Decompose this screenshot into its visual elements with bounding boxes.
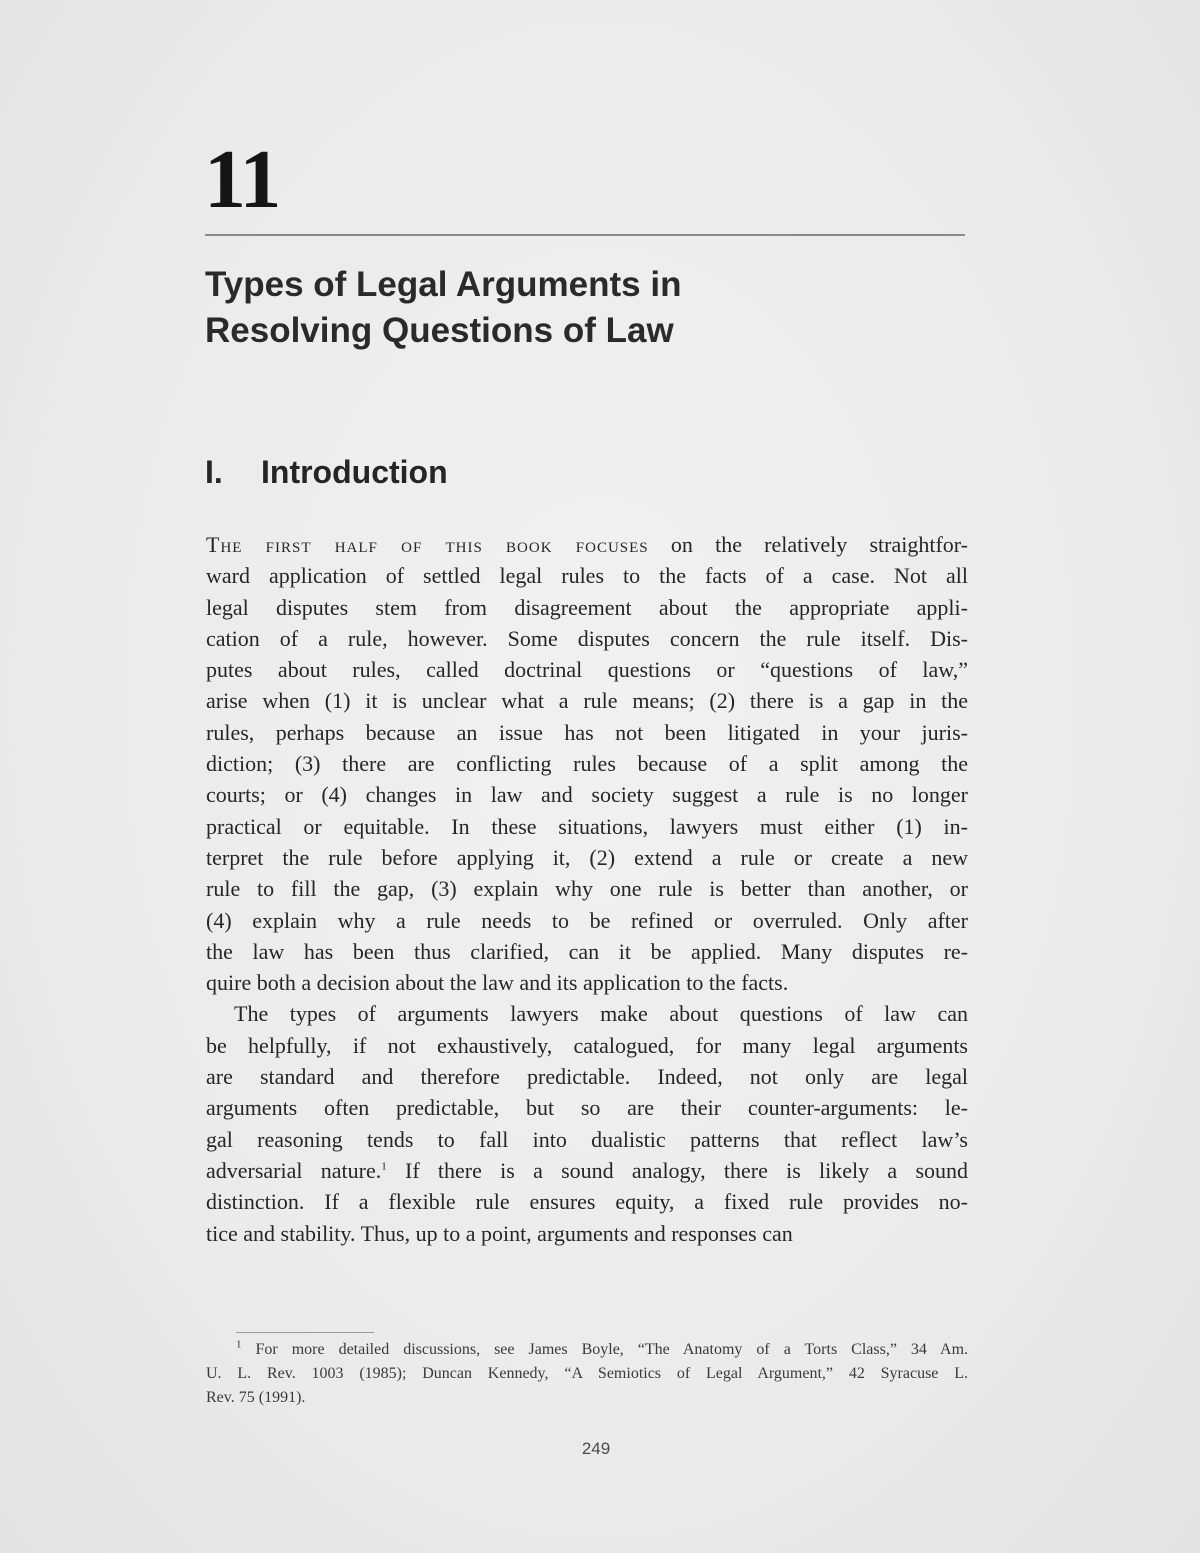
paragraph-line-text: on the relatively straightfor- — [648, 532, 968, 557]
footnote-line — [206, 1338, 968, 1362]
paragraph-line: legal disputes stem from disagreement about the appropriate appli- — [206, 594, 968, 620]
paragraph-line: rules, perhaps because an issue has not been litigated in your juris- — [206, 719, 968, 745]
paragraph-line: quire both a decision about the law and its application to the facts. — [206, 970, 789, 996]
footnote-reference[interactable]: 1 — [381, 1160, 387, 1173]
paragraph-line: arise when (1) it is unclear what a rule means; (2) there is a gap in the — [206, 688, 968, 714]
paragraph-line: gal reasoning tends to fall into dualistic patterns that reflect law’s — [206, 1126, 968, 1152]
paragraph-line: arguments often predictable, but so are their counter-arguments: le- — [206, 1095, 968, 1121]
paragraph-line: cation of a rule, however. Some disputes concern the rule itself. Dis- — [206, 625, 968, 651]
paragraph-line: the law has been thus clarified, can it be applied. Many disputes re- — [206, 938, 968, 964]
chapter-title-line: Types of Legal Arguments in — [205, 265, 682, 304]
paragraph-line — [206, 1155, 968, 1186]
chapter-title-line: Resolving Questions of Law — [205, 311, 674, 350]
paragraph-line: practical or equitable. In these situations, lawyers must either (1) in- — [206, 813, 968, 839]
page-number: 249 — [581, 1439, 611, 1458]
footnote — [206, 1338, 968, 1410]
paragraph-line: diction; (3) there are conflicting rules because of a split among the — [206, 751, 968, 777]
paragraph-line: putes about rules, called doctrinal questions or “questions of law,” — [206, 657, 968, 683]
section-title: Introduction — [261, 454, 448, 490]
paragraph-line: be helpfully, if not exhaustively, catalogued, for many legal arguments — [206, 1032, 968, 1058]
footnote-divider — [236, 1332, 374, 1333]
paragraph-line: (4) explain why a rule needs to be refined or overruled. Only after — [206, 907, 968, 933]
chapter-number: 11 — [204, 133, 280, 226]
paragraph-line: are standard and therefore predictable. Indeed, not only are legal — [206, 1064, 968, 1090]
paragraph-line: tice and stability. Thus, up to a point, arguments and responses can — [206, 1220, 793, 1246]
paragraph-line: The types of arguments lawyers make about questions of law can — [234, 1001, 968, 1027]
paragraph-line: distinction. If a flexible rule ensures equity, a fixed rule provides no- — [206, 1189, 968, 1215]
paragraph-line: courts; or (4) changes in law and society suggest a rule is no longer — [206, 782, 968, 808]
body-text — [206, 529, 968, 1249]
footnote-line: U. L. Rev. 1003 (1985); Duncan Kennedy, “A Semiotics of Legal Argument,” 42 Syracuse L. — [206, 1365, 968, 1382]
footnote-line-text: For more detailed discussions, see James Boyle, “The Anatomy of a Torts Class,” 34 Am. — [255, 1341, 969, 1358]
footnote-line: Rev. 75 (1991). — [206, 1389, 306, 1406]
paragraph-line: terpret the rule before applying it, (2) extend a rule or create a new — [206, 844, 968, 870]
chapter-divider — [205, 234, 965, 236]
paragraph-line-text: adversarial nature. — [206, 1157, 382, 1183]
chapter-title — [205, 262, 965, 354]
paragraph-line: ward application of settled legal rules to the facts of a case. Not all — [206, 563, 968, 589]
paragraph-line-text: If there is a sound analogy, there is likely a sound — [386, 1157, 969, 1183]
paragraph-line — [206, 529, 968, 560]
paragraph-line: rule to fill the gap, (3) explain why one rule is better than another, or — [206, 876, 968, 902]
footnote-marker: 1 — [236, 1338, 242, 1351]
paragraph-lead-in: The first half of this book focuses — [206, 532, 649, 557]
section-number: I. — [205, 454, 223, 490]
section-heading — [205, 452, 448, 492]
